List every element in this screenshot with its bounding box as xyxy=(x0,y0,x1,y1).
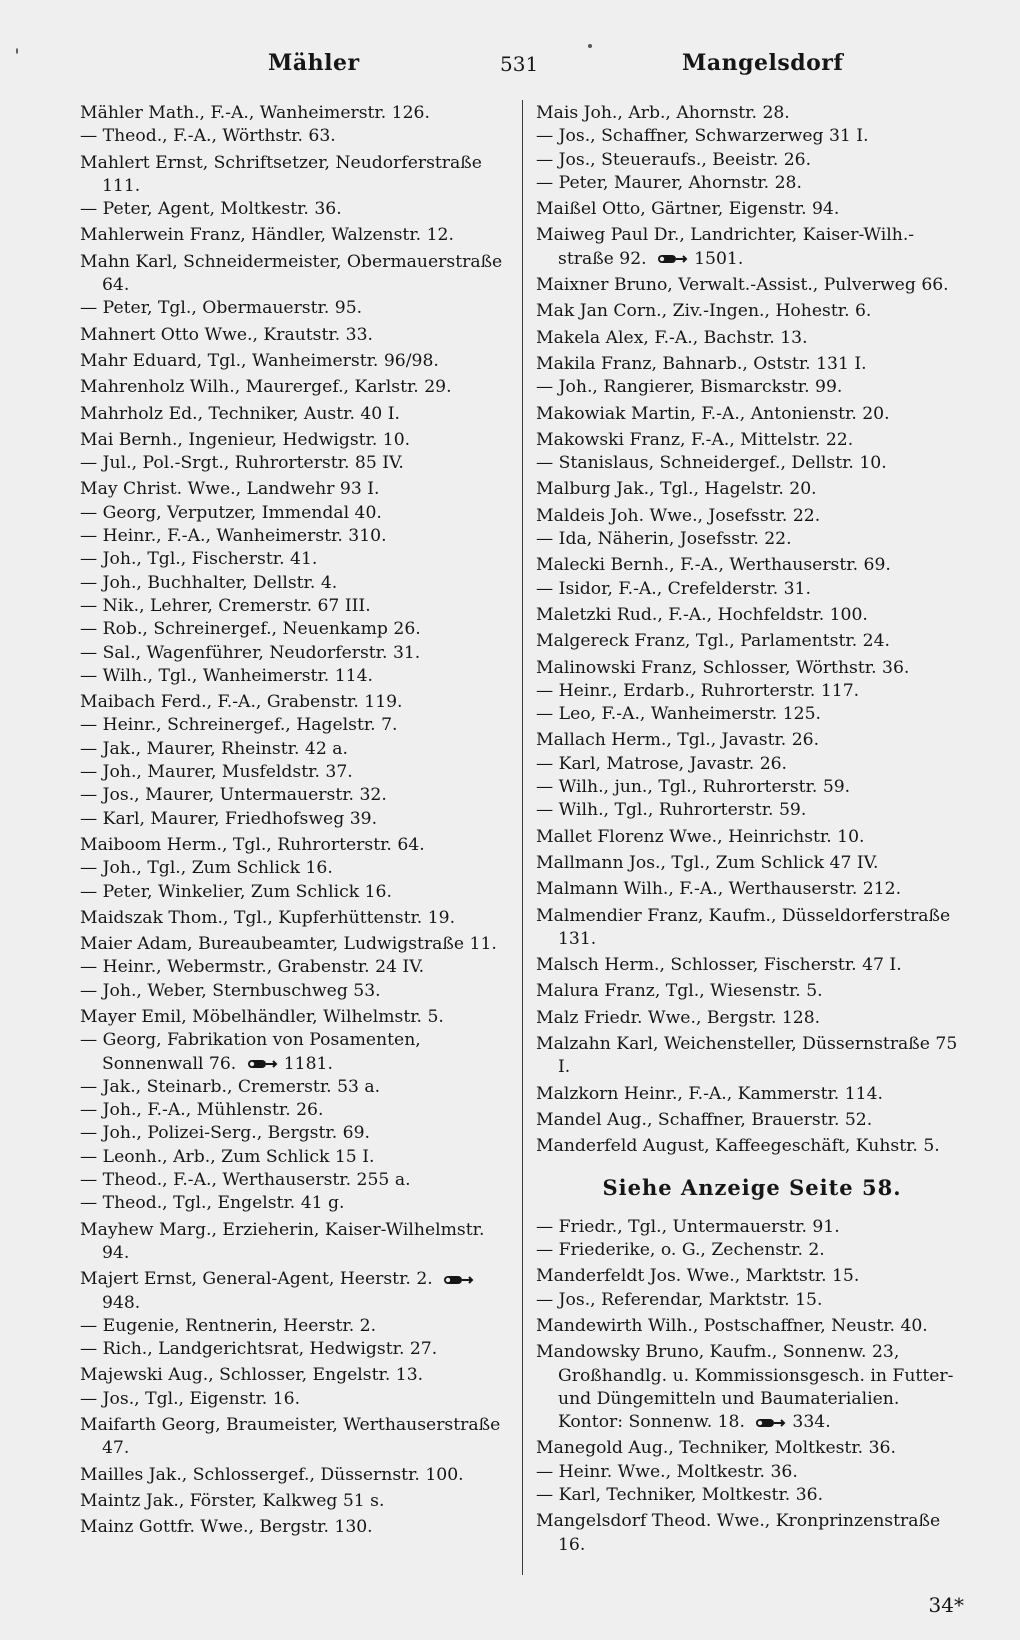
directory-entry: Makowski Franz, F.-A., Mittelstr. 22. xyxy=(536,429,854,450)
header-first-name: Mähler xyxy=(268,50,360,76)
directory-entry: May Christ. Wwe., Landwehr 93 I. xyxy=(80,479,380,500)
directory-entry: Maißel Otto, Gärtner, Eigenstr. 94. xyxy=(536,199,840,220)
directory-entry: Mahnert Otto Wwe., Krautstr. 33. xyxy=(80,324,373,345)
directory-entry: Malsch Herm., Schlosser, Fischerstr. 47 I. xyxy=(536,955,902,976)
directory-entry: Maidszak Thom., Tgl., Kupferhüttenstr. 19. xyxy=(80,907,456,928)
directory-entry: Mahrholz Ed., Techniker, Austr. 40 I. xyxy=(80,403,400,424)
directory-entry: — Sal., Wagenführer, Neudorferstr. 31. xyxy=(80,642,421,663)
directory-entry: Maiweg Paul Dr., Landrichter, Kaiser-Wilh.-straße 92. 1501. xyxy=(536,225,915,269)
directory-entry: — Heinr., Erdarb., Ruhrorterstr. 117. xyxy=(536,680,860,701)
directory-entry: Mahrenholz Wilh., Maurergef., Karlstr. 29. xyxy=(80,377,452,398)
directory-entry: Malura Franz, Tgl., Wiesenstr. 5. xyxy=(536,981,823,1002)
directory-entry: — Georg, Fabrikation von Posamenten, Sonnenwall 76. 1181. xyxy=(80,1030,421,1074)
directory-entry: — Ida, Näherin, Josefsstr. 22. xyxy=(536,529,792,550)
page-number: 531 xyxy=(500,52,539,76)
directory-entry: — Jos., Schaffner, Schwarzerweg 31 I. xyxy=(536,126,869,147)
directory-entry: Majert Ernst, General-Agent, Heerstr. 2. 948. xyxy=(80,1268,506,1315)
directory-entry: — Theod., F.-A., Wörthstr. 63. xyxy=(80,126,336,147)
directory-entry: — Georg, Verputzer, Immendal 40. xyxy=(80,502,382,523)
directory-entry: — Jul., Pol.-Srgt., Ruhrorterstr. 85 IV. xyxy=(80,453,404,474)
directory-entry: — Theod., F.-A., Werthauserstr. 255 a. xyxy=(80,1170,411,1191)
directory-entry: — Jos., Referendar, Marktstr. 15. xyxy=(536,1289,823,1310)
telephone-icon xyxy=(246,1058,278,1070)
directory-entry: Mainz Gottfr. Wwe., Bergstr. 130. xyxy=(80,1517,373,1538)
directory-entry: Malzahn Karl, Weichensteller, Düssernstraße 75 I. xyxy=(536,1033,958,1078)
directory-entry: Majewski Aug., Schlosser, Engelstr. 13. xyxy=(80,1365,424,1386)
directory-entry: — Joh., Maurer, Musfeldstr. 37. xyxy=(80,762,353,783)
directory-entry: — Leonh., Arb., Zum Schlick 15 I. xyxy=(80,1146,375,1167)
directory-entry: — Wilh., Tgl., Wanheimerstr. 114. xyxy=(80,665,373,686)
directory-entry: Mandel Aug., Schaffner, Brauerstr. 52. xyxy=(536,1109,873,1130)
directory-entry: — Jak., Maurer, Rheinstr. 42 a. xyxy=(80,738,348,759)
directory-entry: Mayhew Marg., Erzieherin, Kaiser-Wilhelmstr. 94. xyxy=(80,1219,485,1263)
telephone-icon xyxy=(656,253,688,265)
directory-entry: — Joh., Buchhalter, Dellstr. 4. xyxy=(80,572,338,593)
directory-entry: Mandewirth Wilh., Postschaffner, Neustr. 40. xyxy=(536,1315,928,1336)
directory-entry: — Jos., Steueraufs., Beeistr. 26. xyxy=(536,149,812,170)
directory-entry: — Nik., Lehrer, Cremerstr. 67 III. xyxy=(80,595,371,616)
directory-entry: Malinowski Franz, Schlosser, Wörthstr. 36. xyxy=(536,657,910,678)
telephone-icon xyxy=(754,1417,786,1429)
telephone-icon xyxy=(442,1274,474,1286)
directory-entry: Mayer Emil, Möbelhändler, Wilhelmstr. 5. xyxy=(80,1006,444,1027)
directory-entry: Maletzki Rud., F.-A., Hochfeldstr. 100. xyxy=(536,604,868,625)
directory-entry: — Friedr., Tgl., Untermauerstr. 91. xyxy=(536,1216,840,1237)
directory-entry: — Stanislaus, Schneidergef., Dellstr. 10. xyxy=(536,453,887,474)
directory-entry: Manderfeld August, Kaffeegeschäft, Kuhstr. 5. xyxy=(536,1136,940,1157)
directory-entry: — Heinr., F.-A., Wanheimerstr. 310. xyxy=(80,526,387,547)
directory-entry: Malmendier Franz, Kaufm., Düsseldorferstraße 131. xyxy=(536,905,951,949)
print-speck xyxy=(588,44,592,48)
directory-entry: — Peter, Agent, Moltkestr. 36. xyxy=(80,199,342,220)
right-column-bottom xyxy=(536,1216,968,1557)
directory-entry: — Karl, Matrose, Javastr. 26. xyxy=(536,753,788,774)
directory-entry: — Joh., Tgl., Fischerstr. 41. xyxy=(80,549,318,570)
directory-entry: — Joh., Polizei-Serg., Bergstr. 69. xyxy=(80,1123,370,1144)
directory-entry: — Heinr., Webermstr., Grabenstr. 24 IV. xyxy=(80,957,425,978)
directory-entry: Maibach Ferd., F.-A., Grabenstr. 119. xyxy=(80,692,403,713)
directory-entry: Maixner Bruno, Verwalt.-Assist., Pulverweg 66. xyxy=(536,275,949,296)
directory-entry: — Peter, Tgl., Obermauerstr. 95. xyxy=(80,298,363,319)
directory-entry: Manegold Aug., Techniker, Moltkestr. 36. xyxy=(536,1438,896,1459)
directory-entry: — Jos., Tgl., Eigenstr. 16. xyxy=(80,1388,301,1409)
directory-entry: — Wilh., jun., Tgl., Ruhrorterstr. 59. xyxy=(536,777,851,798)
directory-entry: Maintz Jak., Förster, Kalkweg 51 s. xyxy=(80,1490,385,1511)
directory-entry: — Jos., Maurer, Untermauerstr. 32. xyxy=(80,785,387,806)
directory-entry: Maier Adam, Bureaubeamter, Ludwigstraße 11. xyxy=(80,934,497,955)
right-column-top xyxy=(536,102,968,1158)
directory-entry: — Isidor, F.-A., Crefelderstr. 31. xyxy=(536,578,811,599)
directory-entry: Mais Joh., Arb., Ahornstr. 28. xyxy=(536,103,790,123)
column-divider xyxy=(522,100,523,1575)
directory-entry: Mahn Karl, Schneidermeister, Obermauerstraße 64. xyxy=(80,251,503,296)
directory-entry: — Friederike, o. G., Zechenstr. 2. xyxy=(536,1240,825,1261)
directory-entry: — Rich., Landgerichtsrat, Hedwigstr. 27. xyxy=(80,1339,438,1360)
directory-entry: Mahlert Ernst, Schriftsetzer, Neudorferstraße 111. xyxy=(80,152,482,196)
directory-entry: Makila Franz, Bahnarb., Oststr. 131 I. xyxy=(536,353,867,374)
directory-entry: Mallmann Jos., Tgl., Zum Schlick 47 IV. xyxy=(536,852,879,873)
directory-entry: Malz Friedr. Wwe., Bergstr. 128. xyxy=(536,1007,821,1028)
directory-entry: Malecki Bernh., F.-A., Werthauserstr. 69. xyxy=(536,555,891,576)
directory-entry: Malgereck Franz, Tgl., Parlamentstr. 24. xyxy=(536,631,890,652)
directory-entry: — Heinr. Wwe., Moltkestr. 36. xyxy=(536,1461,798,1482)
directory-entry: — Wilh., Tgl., Ruhrorterstr. 59. xyxy=(536,800,807,821)
page-header xyxy=(70,48,950,82)
left-column xyxy=(80,99,506,1540)
advertisement-notice: Siehe Anzeige Seite 58. xyxy=(602,1175,902,1201)
directory-entry: — Joh., Weber, Sternbuschweg 53. xyxy=(80,980,381,1001)
directory-entry: Mallet Florenz Wwe., Heinrichstr. 10. xyxy=(536,826,865,847)
directory-entry: Manderfeldt Jos. Wwe., Marktstr. 15. xyxy=(536,1266,860,1287)
directory-entry: Maiboom Herm., Tgl., Ruhrorterstr. 64. xyxy=(80,834,425,855)
directory-entry: Makela Alex, F.-A., Bachstr. 13. xyxy=(536,327,808,348)
directory-entry: Mähler Math., F.-A., Wanheimerstr. 126. xyxy=(80,103,430,123)
directory-entry: Mangelsdorf Theod. Wwe., Kronprinzenstraße 16. xyxy=(536,1511,941,1555)
directory-entry: — Peter, Maurer, Ahornstr. 28. xyxy=(536,172,802,193)
directory-entry: — Jak., Steinarb., Cremerstr. 53 a. xyxy=(80,1076,381,1097)
directory-entry: — Heinr., Schreinergef., Hagelstr. 7. xyxy=(80,715,398,736)
directory-entry: — Peter, Winkelier, Zum Schlick 16. xyxy=(80,881,392,902)
directory-entry: Mailles Jak., Schlossergef., Düssernstr. 100. xyxy=(80,1464,464,1485)
directory-entry: — Karl, Maurer, Friedhofsweg 39. xyxy=(80,808,378,829)
directory-entry: Maifarth Georg, Braumeister, Werthauserstraße 47. xyxy=(80,1415,501,1459)
directory-entry: Mai Bernh., Ingenieur, Hedwigstr. 10. xyxy=(80,429,411,450)
right-column xyxy=(536,99,968,1557)
page-footer-signature: 34* xyxy=(928,1593,964,1617)
directory-entry: — Rob., Schreinergef., Neuenkamp 26. xyxy=(80,619,421,640)
directory-entry: — Joh., Rangierer, Bismarckstr. 99. xyxy=(536,377,843,398)
directory-entry: — Joh., F.-A., Mühlenstr. 26. xyxy=(80,1100,324,1121)
directory-entry: Maldeis Joh. Wwe., Josefsstr. 22. xyxy=(536,505,821,526)
directory-entry: — Eugenie, Rentnerin, Heerstr. 2. xyxy=(80,1315,377,1336)
directory-entry: Malzkorn Heinr., F.-A., Kammerstr. 114. xyxy=(536,1083,883,1104)
directory-entry: — Joh., Tgl., Zum Schlick 16. xyxy=(80,858,333,879)
directory-entry: — Theod., Tgl., Engelstr. 41 g. xyxy=(80,1193,345,1214)
directory-entry: Makowiak Martin, F.-A., Antonienstr. 20. xyxy=(536,403,890,424)
directory-entry: Mandowsky Bruno, Kaufm., Sonnenw. 23, Großhandlg. u. Kommissionsgesch. in Futter- und Düngemitteln und Baumaterialien. Kontor: Sonnenw. 18. 334. xyxy=(536,1342,954,1433)
directory-entry: Malmann Wilh., F.-A., Werthauserstr. 212. xyxy=(536,879,902,900)
header-last-name: Mangelsdorf xyxy=(682,50,844,76)
directory-entry: Mahlerwein Franz, Händler, Walzenstr. 12. xyxy=(80,225,454,246)
print-speck xyxy=(16,48,18,54)
directory-entry: — Karl, Techniker, Moltkestr. 36. xyxy=(536,1485,824,1506)
directory-entry: Mak Jan Corn., Ziv.-Ingen., Hohestr. 6. xyxy=(536,301,872,322)
directory-entry: — Leo, F.-A., Wanheimerstr. 125. xyxy=(536,704,821,725)
directory-entry: Malburg Jak., Tgl., Hagelstr. 20. xyxy=(536,479,817,500)
directory-entry: Mahr Eduard, Tgl., Wanheimerstr. 96/98. xyxy=(80,350,439,371)
directory-entry: Mallach Herm., Tgl., Javastr. 26. xyxy=(536,730,820,751)
